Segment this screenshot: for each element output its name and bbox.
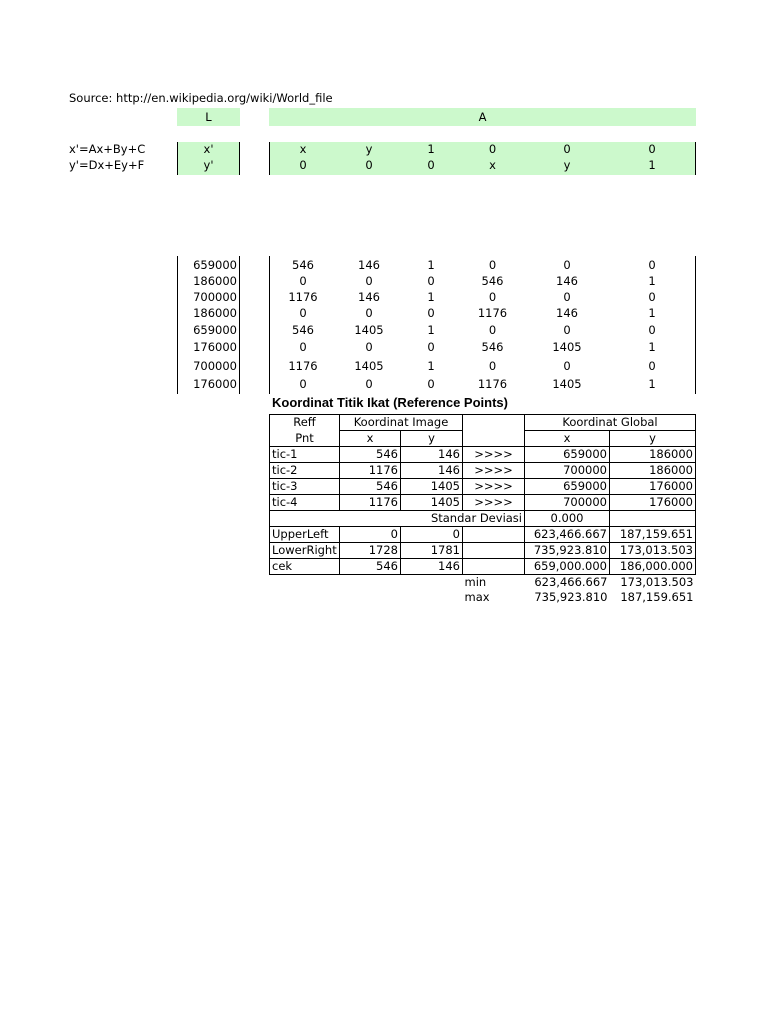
row-name: tic-2 bbox=[270, 463, 340, 479]
row-global-x: 700000 bbox=[525, 463, 610, 479]
max-global-x: 735,923.810 bbox=[534, 590, 608, 604]
matrix-a-cell: 1405 bbox=[552, 377, 582, 391]
matrix-l-cell: 700000 bbox=[193, 359, 237, 373]
min-label: min bbox=[464, 575, 487, 589]
max-global-y: 187,159.651 bbox=[620, 590, 694, 604]
row-image-y: 146 bbox=[401, 463, 463, 479]
matrix-a-cell: 1176 bbox=[288, 359, 318, 373]
header-a-label: A bbox=[478, 110, 487, 124]
table-row bbox=[270, 495, 696, 511]
table-header-row bbox=[270, 415, 696, 431]
matrix-a-cell: 0 bbox=[365, 274, 373, 288]
row-global-y: 173,013.503 bbox=[610, 543, 696, 559]
matrix-a-cell: 546 bbox=[292, 323, 314, 337]
matrix-a-cell: 0 bbox=[299, 377, 307, 391]
std-deviation-row bbox=[270, 511, 696, 527]
equation-lhs-y: y' bbox=[203, 158, 214, 172]
matrix-a-cell: 0 bbox=[563, 323, 571, 337]
matrix-a-cell: 546 bbox=[292, 258, 314, 272]
matrix-a-cell: 0 bbox=[427, 306, 435, 320]
row-image-x: 1728 bbox=[340, 543, 401, 559]
table-row bbox=[270, 543, 696, 559]
row-blank bbox=[401, 590, 463, 605]
matrix-a-cell: 0 bbox=[648, 290, 656, 304]
table-row bbox=[270, 463, 696, 479]
row-blank bbox=[270, 590, 340, 605]
row-blank bbox=[463, 559, 525, 575]
eq-cell: x bbox=[299, 142, 307, 156]
equation-lhs-x: x' bbox=[203, 142, 214, 156]
matrix-a-cell: 146 bbox=[358, 290, 380, 304]
matrix-a-cell: 146 bbox=[556, 274, 578, 288]
matrix-a-cell: 0 bbox=[299, 306, 307, 320]
row-arrow: >>>> bbox=[463, 495, 525, 511]
header-l-label: L bbox=[205, 110, 212, 124]
matrix-a-right-border bbox=[695, 256, 696, 394]
rhs-right-border bbox=[695, 142, 696, 175]
matrix-a-cell: 146 bbox=[556, 306, 578, 320]
std-deviation-label: Standar Deviasi bbox=[270, 511, 525, 527]
row-blank bbox=[340, 590, 401, 605]
row-global-y: 186,000.000 bbox=[610, 559, 696, 575]
row-image-y: 1405 bbox=[401, 495, 463, 511]
matrix-a-cell: 0 bbox=[648, 258, 656, 272]
header-koordinat-global: Koordinat Global bbox=[525, 415, 696, 431]
matrix-a-cell: 0 bbox=[488, 258, 497, 272]
matrix-a-cell: 1405 bbox=[552, 340, 582, 354]
eq-cell: 0 bbox=[365, 158, 373, 172]
header-global-y: y bbox=[610, 431, 696, 447]
equation-label-y: y'=Dx+Ey+F bbox=[69, 158, 145, 172]
reference-points-table bbox=[269, 414, 696, 605]
matrix-a-cell: 1176 bbox=[288, 290, 318, 304]
eq-cell: 1 bbox=[427, 142, 435, 156]
matrix-a-cell: 0 bbox=[648, 359, 656, 373]
row-blank bbox=[340, 575, 401, 591]
header-blank bbox=[463, 415, 525, 431]
matrix-a-cell: 0 bbox=[488, 323, 497, 337]
table-row bbox=[270, 559, 696, 575]
row-name: tic-1 bbox=[270, 447, 340, 463]
matrix-a-cell: 0 bbox=[299, 274, 307, 288]
header-global-x: x bbox=[525, 431, 610, 447]
row-image-y: 0 bbox=[401, 527, 463, 543]
matrix-l-cell: 186000 bbox=[193, 274, 237, 288]
matrix-a-cell: 1 bbox=[427, 290, 435, 304]
row-blank bbox=[270, 575, 340, 591]
std-deviation-value: 0.000 bbox=[525, 511, 610, 527]
matrix-a-cell: 146 bbox=[358, 258, 380, 272]
matrix-a-cell: 1176 bbox=[477, 306, 508, 320]
header-reff: Reff bbox=[270, 415, 340, 431]
min-global-x: 623,466.667 bbox=[534, 575, 608, 589]
row-name: LowerRight bbox=[270, 543, 340, 559]
matrix-l-cell: 659000 bbox=[193, 323, 237, 337]
row-arrow: >>>> bbox=[463, 479, 525, 495]
row-blank bbox=[401, 575, 463, 591]
matrix-a-cell: 0 bbox=[488, 290, 497, 304]
row-global-y: 186000 bbox=[610, 447, 696, 463]
eq-cell: y bbox=[563, 158, 571, 172]
header-pnt: Pnt bbox=[270, 431, 340, 447]
row-global-y: 187,159.651 bbox=[610, 527, 696, 543]
eq-cell: 0 bbox=[563, 142, 571, 156]
matrix-a-cell: 1176 bbox=[477, 377, 508, 391]
equation-label-x: x'=Ax+By+C bbox=[69, 142, 146, 156]
matrix-l-cell: 186000 bbox=[193, 306, 237, 320]
max-label: max bbox=[464, 590, 490, 604]
row-global-x: 623,466.667 bbox=[525, 527, 610, 543]
row-image-x: 546 bbox=[340, 447, 401, 463]
matrix-l-right-border bbox=[239, 256, 240, 394]
row-global-x: 659000 bbox=[525, 447, 610, 463]
matrix-a-cell: 1 bbox=[427, 258, 435, 272]
row-name: tic-4 bbox=[270, 495, 340, 511]
matrix-a-cell: 0 bbox=[365, 340, 373, 354]
matrix-a-cell: 0 bbox=[365, 377, 373, 391]
row-image-y: 1781 bbox=[401, 543, 463, 559]
matrix-a-cell: 1 bbox=[427, 359, 435, 373]
table-row bbox=[270, 527, 696, 543]
row-global-x: 735,923.810 bbox=[525, 543, 610, 559]
matrix-l-cell: 659000 bbox=[193, 258, 237, 272]
eq-cell: 0 bbox=[427, 158, 435, 172]
ref-table-title: Koordinat Titik Ikat (Reference Points) bbox=[272, 395, 508, 410]
header-blank bbox=[463, 431, 525, 447]
matrix-a-cell: 1 bbox=[648, 274, 656, 288]
row-image-x: 1176 bbox=[340, 463, 401, 479]
row-image-x: 546 bbox=[340, 479, 401, 495]
row-image-x: 546 bbox=[340, 559, 401, 575]
matrix-a-cell: 1 bbox=[648, 377, 656, 391]
source-text: Source: http://en.wikipedia.org/wiki/World_file bbox=[69, 91, 333, 105]
matrix-a-cell: 0 bbox=[365, 306, 373, 320]
min-global-y: 173,013.503 bbox=[620, 575, 694, 589]
eq-cell: 0 bbox=[488, 142, 497, 156]
matrix-a-cell: 0 bbox=[648, 323, 656, 337]
matrix-a-cell: 0 bbox=[427, 377, 435, 391]
row-global-x: 659,000.000 bbox=[525, 559, 610, 575]
eq-cell: x bbox=[489, 158, 496, 172]
matrix-l-cell: 700000 bbox=[193, 290, 237, 304]
matrix-a-cell: 0 bbox=[563, 359, 571, 373]
matrix-a-cell: 0 bbox=[427, 340, 435, 354]
row-name: cek bbox=[270, 559, 340, 575]
table-row bbox=[270, 479, 696, 495]
matrix-a-cell: 0 bbox=[427, 274, 435, 288]
header-l-cell bbox=[177, 108, 240, 126]
header-image-x: x bbox=[340, 431, 401, 447]
header-koordinat-image: Koordinat Image bbox=[340, 415, 463, 431]
row-blank bbox=[463, 527, 525, 543]
row-image-y: 146 bbox=[401, 559, 463, 575]
header-a-cell bbox=[269, 108, 696, 126]
matrix-a-cell: 1405 bbox=[354, 359, 384, 373]
row-blank bbox=[463, 543, 525, 559]
row-global-y: 176000 bbox=[610, 479, 696, 495]
row-arrow: >>>> bbox=[463, 463, 525, 479]
row-global-y: 186000 bbox=[610, 463, 696, 479]
matrix-a-cell: 1 bbox=[648, 340, 656, 354]
row-global-x: 659000 bbox=[525, 479, 610, 495]
matrix-a-cell: 0 bbox=[299, 340, 307, 354]
matrix-l-cell: 176000 bbox=[193, 340, 237, 354]
row-name: UpperLeft bbox=[270, 527, 340, 543]
table-row bbox=[270, 447, 696, 463]
row-global-y: 176000 bbox=[610, 495, 696, 511]
row-name: tic-3 bbox=[270, 479, 340, 495]
eq-cell: 1 bbox=[648, 158, 656, 172]
row-global-x: 700000 bbox=[525, 495, 610, 511]
matrix-a-cell: 0 bbox=[488, 359, 497, 373]
min-row bbox=[270, 575, 696, 591]
matrix-a-cell: 1405 bbox=[354, 323, 384, 337]
matrix-l-cell: 176000 bbox=[193, 377, 237, 391]
row-image-x: 0 bbox=[340, 527, 401, 543]
matrix-a-cell: 1 bbox=[648, 306, 656, 320]
matrix-a-cell: 546 bbox=[481, 274, 504, 288]
matrix-a-cell: 0 bbox=[563, 258, 571, 272]
matrix-a-cell: 546 bbox=[481, 340, 504, 354]
row-arrow: >>>> bbox=[463, 447, 525, 463]
table-subheader-row bbox=[270, 431, 696, 447]
std-deviation-blank bbox=[610, 511, 696, 527]
max-row bbox=[270, 590, 696, 605]
eq-cell: 0 bbox=[299, 158, 307, 172]
eq-cell: 0 bbox=[648, 142, 656, 156]
header-image-y: y bbox=[401, 431, 463, 447]
row-image-x: 1176 bbox=[340, 495, 401, 511]
matrix-a-cell: 0 bbox=[563, 290, 571, 304]
row-image-y: 1405 bbox=[401, 479, 463, 495]
row-image-y: 146 bbox=[401, 447, 463, 463]
matrix-a-cell: 1 bbox=[427, 323, 435, 337]
eq-cell: y bbox=[365, 142, 373, 156]
